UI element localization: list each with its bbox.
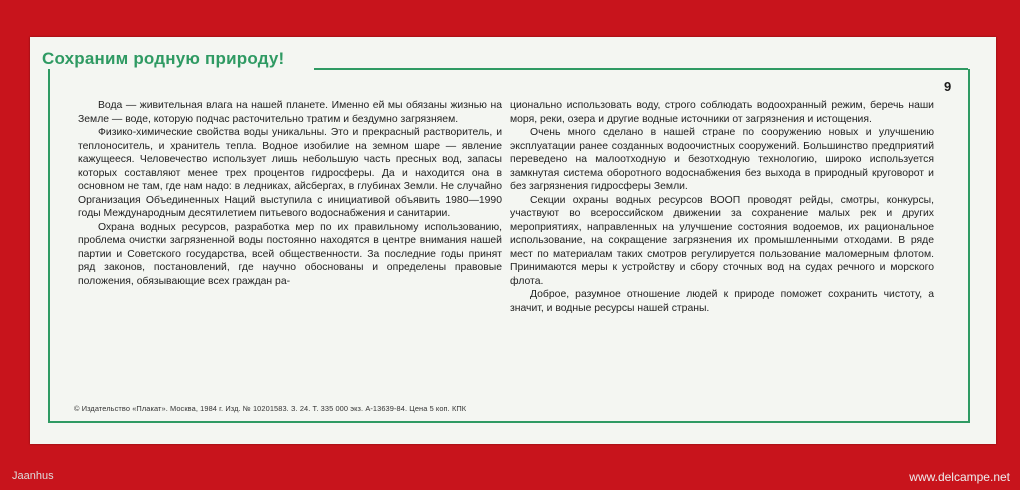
paragraph: Охрана водных ресурсов, разработка мер по их правильному использованию, проблема очистки загрязненной воды постоянно находятся в центре внимания нашей партии и Советского государства, всей общественности. За последние годы принят ряд законов, постановлений, где научно обоснованы и определены правовые положения, обязывающие всех граждан ра- <box>78 221 502 287</box>
publisher-imprint: © Издательство «Плакат». Москва, 1984 г. Изд. № 10201583. З. 24. Т. 335 000 экз. А-13639-84. Цена 5 коп. КПК <box>74 404 467 413</box>
postcard <box>30 37 996 444</box>
card-title: Сохраним родную природу! <box>42 49 285 68</box>
paragraph: Физико-химические свойства воды уникальны. Это и прекрасный растворитель, и теплоноситель, и хранитель тепла. Водное изобилие на земном шаре — явление кажущееся. Человечество использует лишь небольшую часть пресных вод, запасы которых составляют менее трех процентов гидросферы. Да и находится она в основном не там, где нам надо: в ледниках, айсбергах, в глубинах Земли. Не случайно Организация Объединенных Наций выступила с инициативой объявить 1980—1990 годы Международным десятилетием питьевого водоснабжения и санитарии. <box>78 127 502 219</box>
paragraph: Вода — живительная влага на нашей планете. Именно ей мы обязаны жизнью на Земле — воде, которую подчас расточительно тратим и бездумно загрязняем. <box>78 100 502 125</box>
left-text-column <box>78 99 502 288</box>
watermark-left: Jaanhus <box>12 470 54 482</box>
paragraph-continuation: ционально использовать воду, строго соблюдать водоохранный режим, беречь наши моря, реки, озера и другие водные источники от загрязнения и истощения. <box>510 100 934 125</box>
paragraph: Очень много сделано в нашей стране по сооружению новых и улучшению эксплуатации ранее созданных водоочистных сооружений. Большинство предприятий переведено на малоотходную и безотходную технологию, широко используется замкнутая система оборотного водоснабжения без выхода в природный круговорот и без загрязнения гидросферы Земли. <box>510 127 934 192</box>
page-number: 9 <box>944 79 952 94</box>
watermark-right: www.delcampe.net <box>909 470 1010 484</box>
paragraph: Секции охраны водных ресурсов ВООП проводят рейды, смотры, конкурсы, участвуют во всероссийском движении за сохранение малых рек и других мероприятиях, направленных на улучшение состояния водоемов, их рациональное использование, на сокращение загрязнения их промышленными отходами. В ряде мест по материалам таких смотров регулируется пользование маломерным флотом. Принимаются меры к устройству и сбору сточных вод на судах речного и морского флота. <box>510 194 934 287</box>
paragraph: Доброе, разумное отношение людей к природе поможет сохранить чистоту, а значит, и водные ресурсы нашей страны. <box>510 289 934 314</box>
right-text-column <box>510 99 934 315</box>
